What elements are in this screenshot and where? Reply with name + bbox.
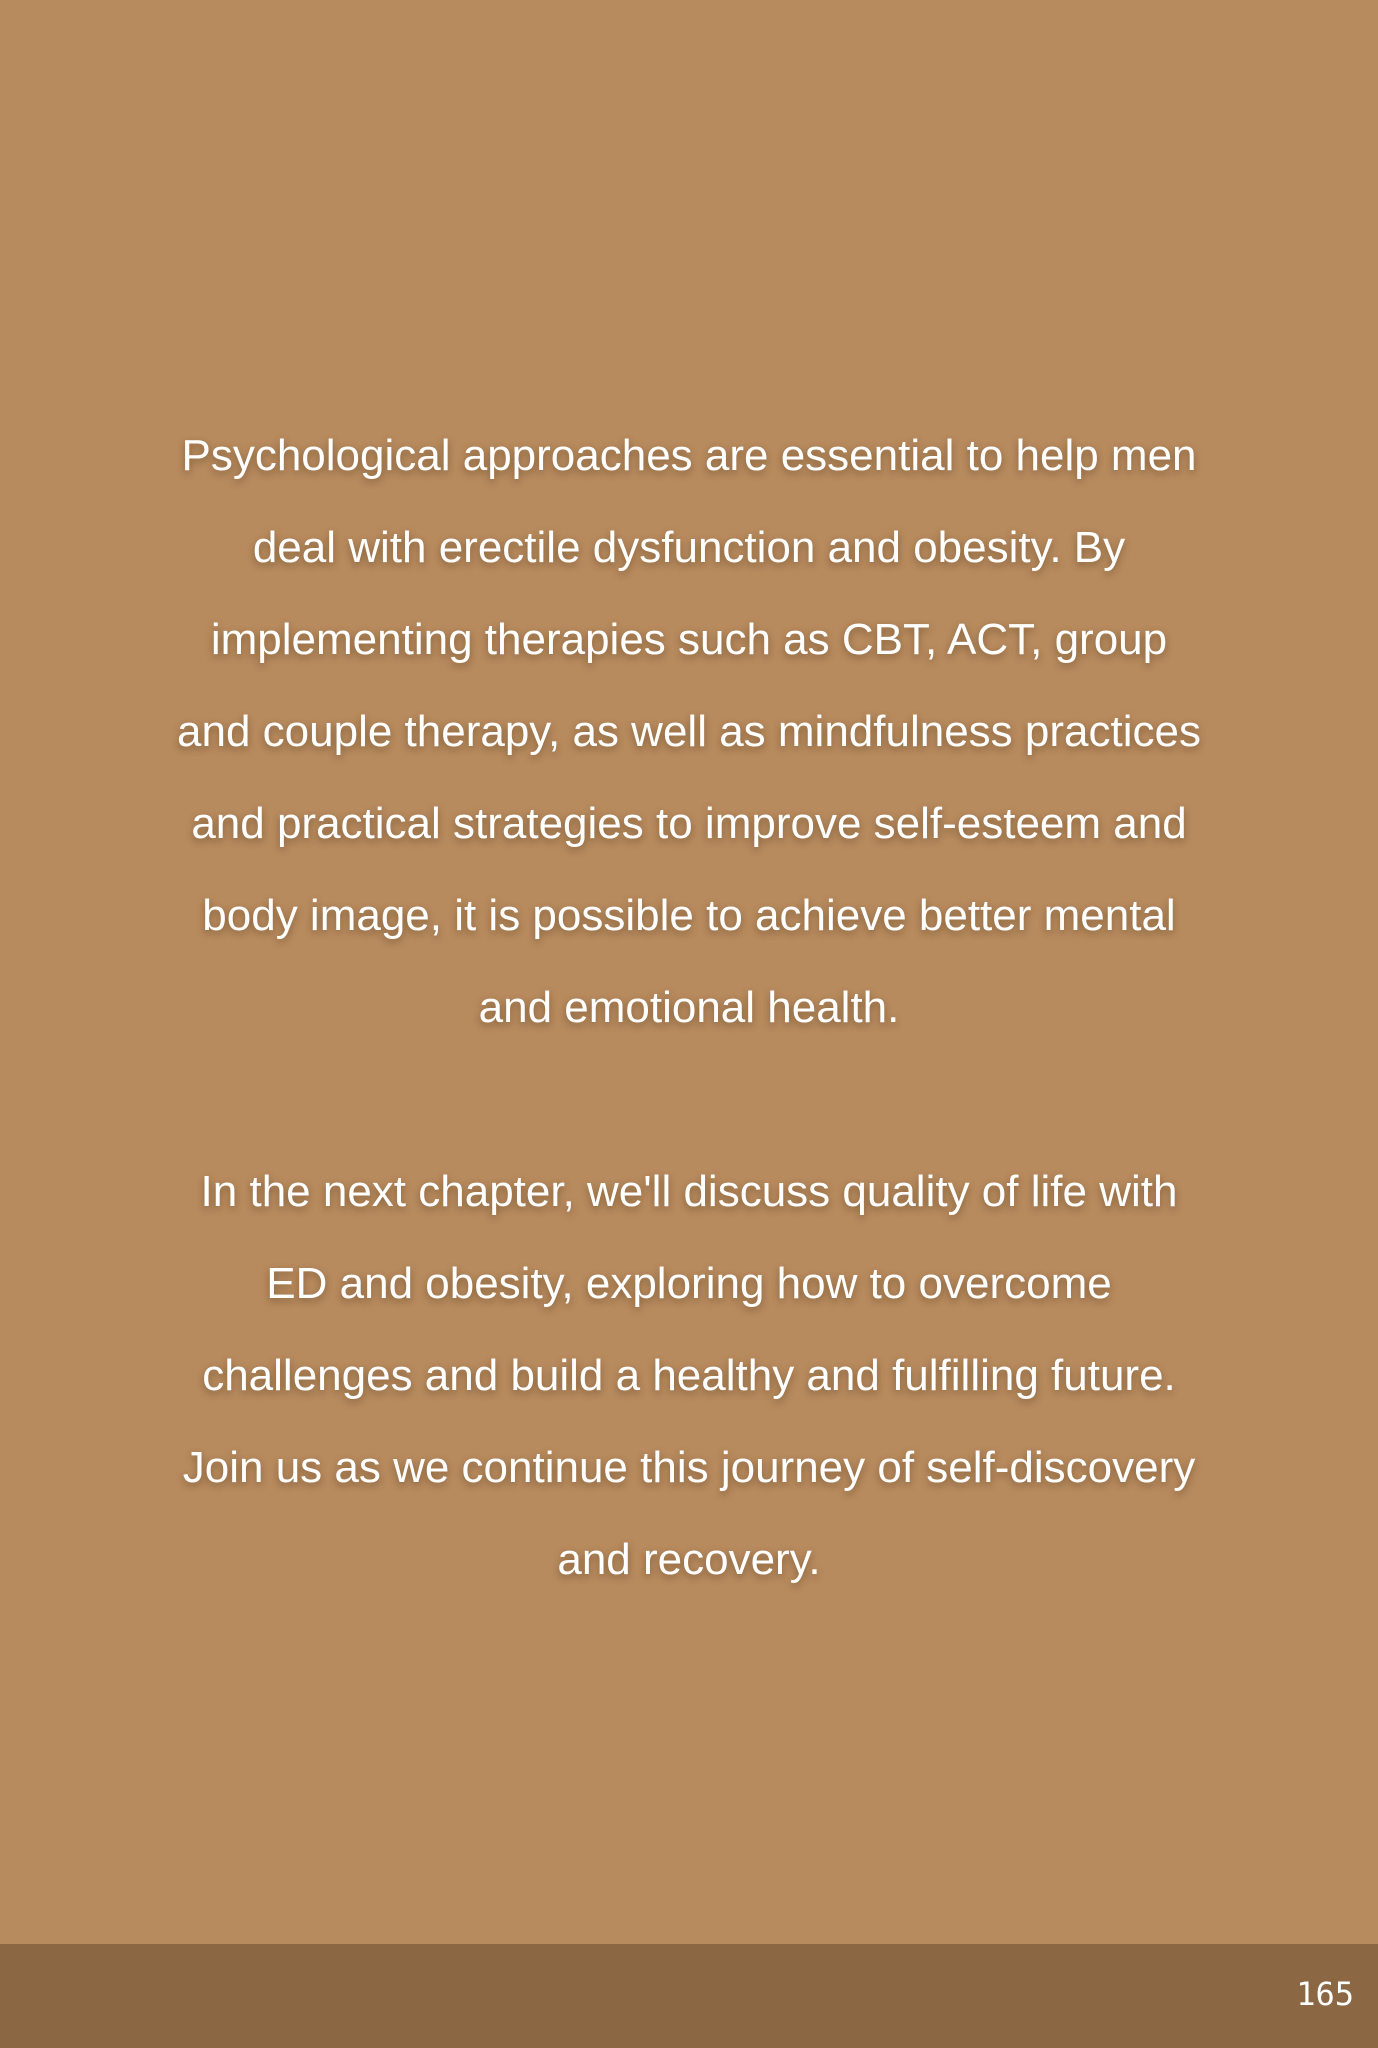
paragraph-psychological-approaches: Psychological approaches are essential to help men deal with erectile dysfunction and obesity. By implementing therapies such as CBT, ACT, group and couple therapy, as well as mindfulness practices and practical strategies to improve self-esteem and body image, it is possible to achieve better mental and emotional health. [177,431,1201,1032]
page-number: 165 [1296,1975,1354,2013]
paragraph-next-chapter: In the next chapter, we'll discuss quality of life with ED and obesity, exploring how to overcome challenges and build a healthy and fulfilling future. Join us as we continue this journey of self-discovery and recovery. [182,1167,1196,1584]
page-footer [0,1944,1378,2048]
page-body [170,410,1208,1606]
